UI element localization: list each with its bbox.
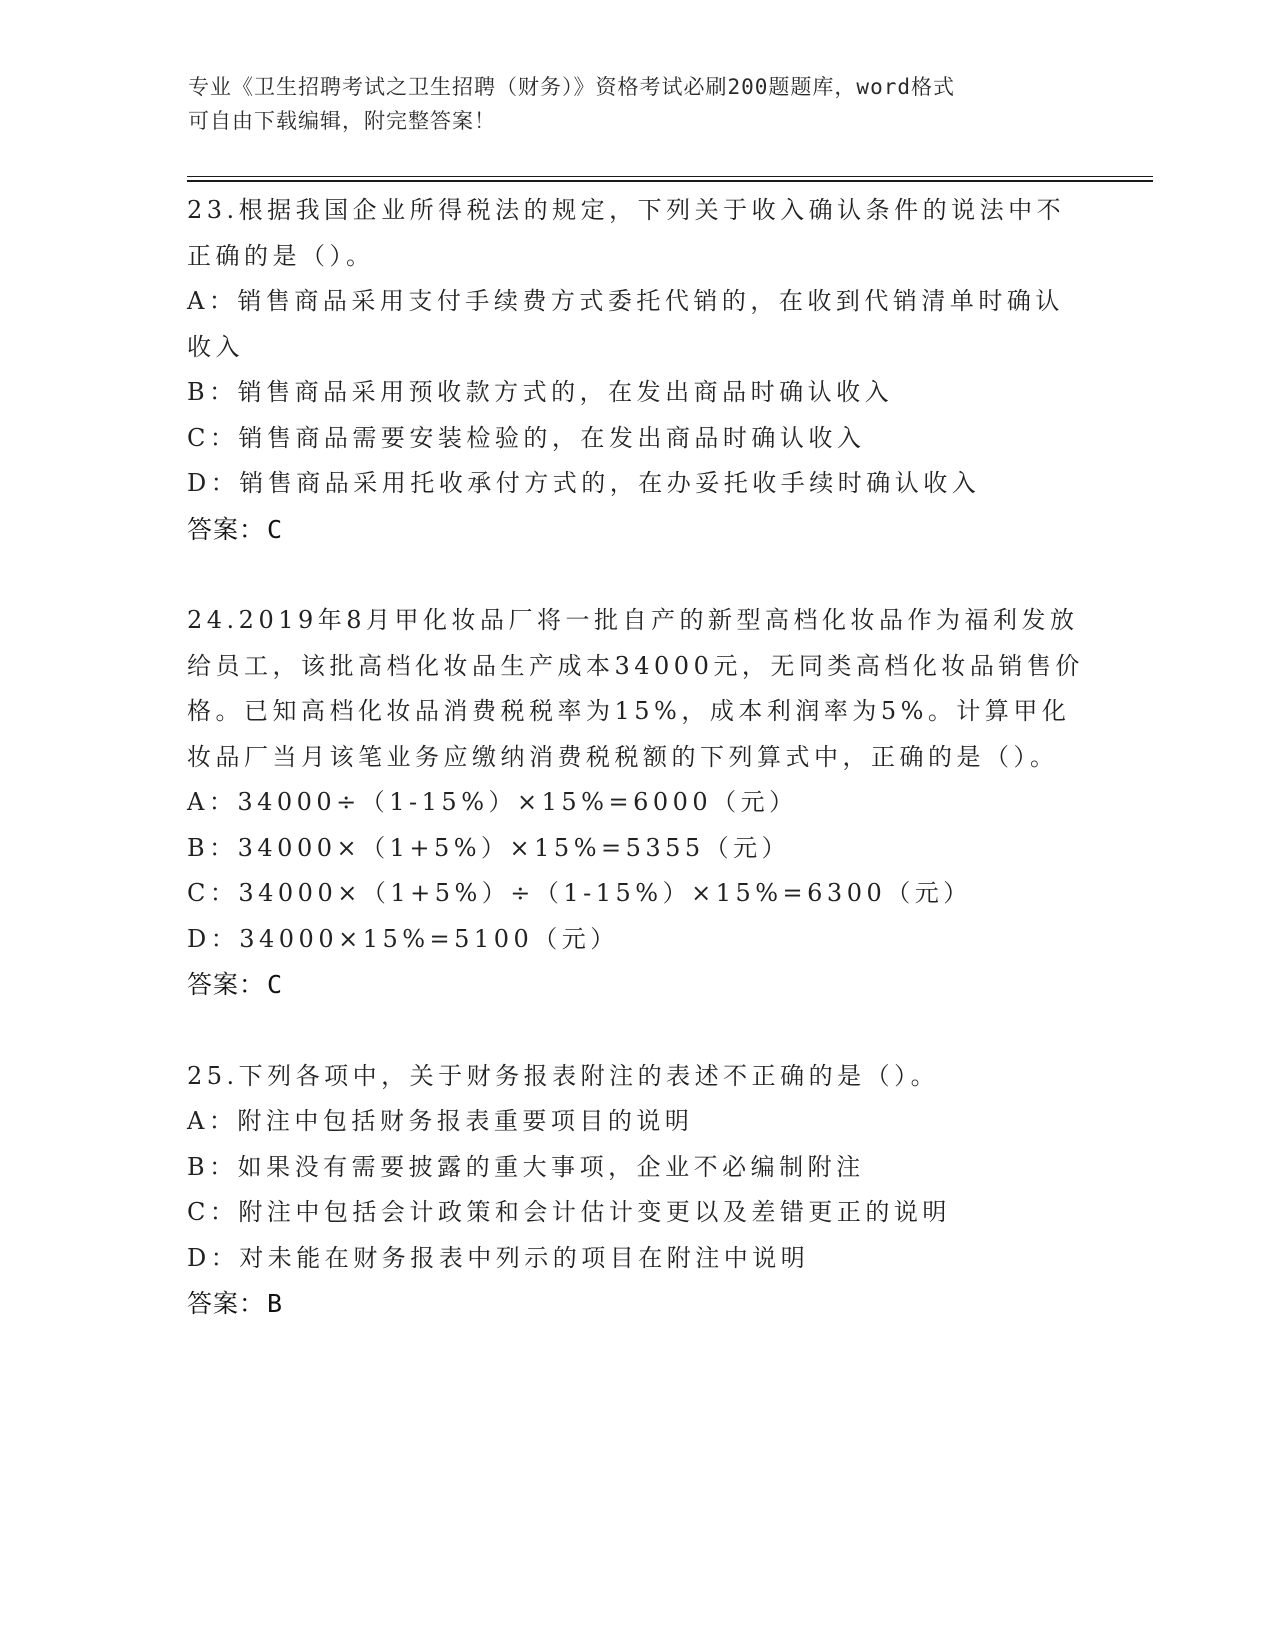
question-23 <box>187 188 1087 552</box>
option-b: B：如果没有需要披露的重大事项，企业不必编制附注 <box>187 1152 865 1181</box>
option-d: D：34000×15%=5100（元） <box>187 924 619 953</box>
option-a: A：附注中包括财务报表重要项目的说明 <box>187 1107 694 1135</box>
header-line-1: 专业《卫生招聘考试之卫生招聘（财务）》资格考试必刷200题题库，word格式 <box>188 75 955 99</box>
option-d: D：销售商品采用托收承付方式的，在办妥托收手续时确认收入 <box>187 469 981 497</box>
option-c: C：34000×（1+5%）÷（1-15%）×15%=6300（元） <box>187 879 972 907</box>
answer-value: C <box>267 970 284 999</box>
option-b: B：销售商品采用预收款方式的，在发出商品时确认收入 <box>187 378 894 406</box>
header-line-2: 可自由下载编辑，附完整答案！ <box>188 109 496 133</box>
page-header <box>188 70 1078 138</box>
option-a: A：销售商品采用支付手续费方式委托代销的，在收到代销清单时确认收入 <box>187 287 1064 361</box>
option-c: C：销售商品需要安装检验的，在发出商品时确认收入 <box>187 423 866 452</box>
question-stem: 24.2019年8月甲化妆品厂将一批自产的新型高档化妆品作为福利发放给员工，该批高档化妆品生产成本34000元，无同类高档化妆品销售价格。已知高档化妆品消费税税率为15%，成本利润率为5%。计算甲化妆品厂当月该笔业务应缴纳消费税税额的下列算式中，正确的是（）。 <box>187 606 1084 771</box>
answer-label: 答案： <box>187 970 266 999</box>
answer-line <box>187 962 1087 1008</box>
question-25 <box>187 1054 1087 1327</box>
answer-label: 答案： <box>187 1289 266 1318</box>
header-divider-thick <box>187 180 1153 182</box>
option-d: D：对未能在财务报表中列示的项目在附注中说明 <box>187 1243 810 1272</box>
option-a: A：34000÷（1-15%）×15%=6000（元） <box>187 788 798 816</box>
answer-label: 答案： <box>187 514 266 544</box>
option-c: C：附注中包括会计政策和会计估计变更以及差错更正的说明 <box>187 1198 951 1226</box>
answer-value: C <box>267 514 284 544</box>
option-b: B：34000×（1+5%）×15%=5355（元） <box>187 833 791 862</box>
answer-line <box>187 1281 1087 1327</box>
question-stem: 25.下列各项中，关于财务报表附注的表述不正确的是（）。 <box>187 1061 940 1090</box>
answer-line <box>187 507 1087 553</box>
question-24 <box>187 598 1087 1008</box>
answer-value: B <box>267 1289 284 1318</box>
header-divider-thin <box>187 176 1153 177</box>
question-stem: 23.根据我国企业所得税法的规定，下列关于收入确认条件的说法中不正确的是（）。 <box>187 196 1066 270</box>
question-list <box>187 188 1087 1373</box>
